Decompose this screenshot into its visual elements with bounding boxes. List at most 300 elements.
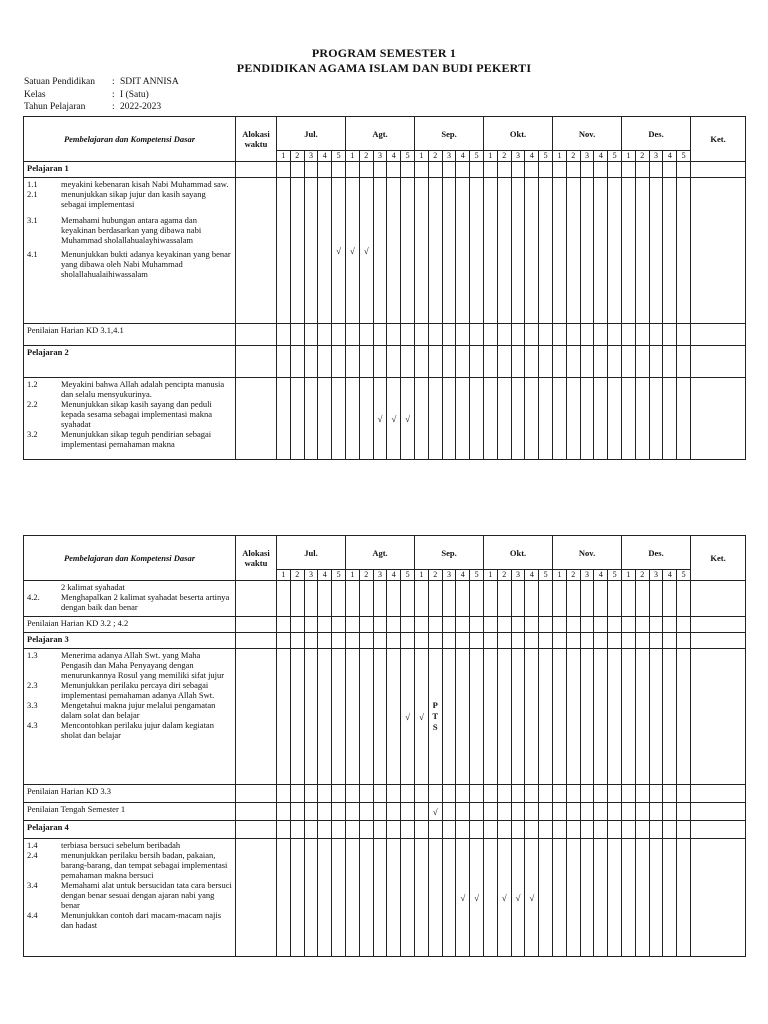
week-cell <box>470 324 484 346</box>
week-cell <box>277 324 291 346</box>
week-cell <box>442 785 456 803</box>
week-cell <box>428 803 442 821</box>
week-cell <box>553 178 567 324</box>
week-cell <box>346 581 360 617</box>
week-cell <box>677 378 691 460</box>
week-cell <box>539 617 553 633</box>
week-cell <box>470 821 484 839</box>
week-cell <box>622 324 636 346</box>
week-cell <box>373 633 387 649</box>
week-cell <box>373 162 387 178</box>
week-cell <box>304 178 318 324</box>
week-cell <box>470 178 484 324</box>
week-cell <box>387 324 401 346</box>
week-cell <box>346 821 360 839</box>
week-cell <box>677 162 691 178</box>
week-number: 5 <box>677 151 691 162</box>
week-number: 2 <box>290 151 304 162</box>
week-cell <box>415 617 429 633</box>
week-cell <box>484 162 498 178</box>
header-month-nov: Nov. <box>553 536 622 570</box>
kd-list-pelajaran-2 <box>24 378 236 460</box>
week-cell <box>635 346 649 378</box>
week-cell <box>608 839 622 957</box>
week-cell <box>428 178 442 324</box>
week-cell <box>566 633 580 649</box>
week-cell <box>635 633 649 649</box>
week-cell <box>332 839 346 957</box>
week-cell <box>442 617 456 633</box>
week-cell <box>484 649 498 785</box>
week-cell <box>649 581 663 617</box>
penilaian-tengah-semester: Penilaian Tengah Semester 1 <box>24 803 236 821</box>
week-cell <box>332 346 346 378</box>
week-cell <box>470 581 484 617</box>
row-kd-pelajaran-3 <box>24 649 746 785</box>
week-cell <box>594 178 608 324</box>
week-cell <box>318 821 332 839</box>
week-cell <box>635 839 649 957</box>
week-cell <box>373 803 387 821</box>
week-cell <box>566 162 580 178</box>
week-cell <box>608 178 622 324</box>
week-cell <box>373 821 387 839</box>
week-cell <box>677 633 691 649</box>
week-number: 3 <box>373 151 387 162</box>
week-cell <box>318 839 332 957</box>
week-cell <box>622 633 636 649</box>
week-cell <box>415 649 429 785</box>
week-cell <box>539 785 553 803</box>
week-cell <box>318 346 332 378</box>
kd-item: 2 kalimat syahadat <box>61 582 125 592</box>
week-number: 1 <box>277 151 291 162</box>
week-cell <box>525 821 539 839</box>
week-cell <box>497 162 511 178</box>
row-pelajaran-1 <box>24 162 746 178</box>
header-month-jul: Jul. <box>277 536 346 570</box>
week-cell <box>580 378 594 460</box>
week-cell <box>401 617 415 633</box>
week-cell <box>484 803 498 821</box>
week-cell <box>663 785 677 803</box>
week-cell <box>497 346 511 378</box>
week-cell <box>415 633 429 649</box>
week-cell <box>511 785 525 803</box>
week-cell <box>484 839 498 957</box>
check-mark-icon: √ <box>349 245 355 256</box>
week-cell <box>346 378 360 460</box>
week-cell <box>346 839 360 957</box>
week-cell <box>553 839 567 957</box>
week-cell <box>594 649 608 785</box>
week-cell <box>649 839 663 957</box>
meta-row-satuan: Satuan Pendidikan : SDIT ANNISA <box>24 77 179 87</box>
week-number: 2 <box>635 570 649 581</box>
week-number: 5 <box>539 570 553 581</box>
week-cell <box>290 581 304 617</box>
week-cell <box>580 617 594 633</box>
week-cell <box>608 581 622 617</box>
alokasi-cell <box>236 803 277 821</box>
week-cell <box>428 581 442 617</box>
week-number: 4 <box>594 570 608 581</box>
week-cell <box>359 378 373 460</box>
week-cell <box>566 378 580 460</box>
week-cell <box>470 162 484 178</box>
week-cell <box>580 633 594 649</box>
week-cell <box>649 649 663 785</box>
week-cell <box>415 178 429 324</box>
week-cell <box>318 785 332 803</box>
week-cell <box>359 839 373 957</box>
week-cell <box>387 839 401 957</box>
header-month-jul: Jul. <box>277 117 346 151</box>
week-cell <box>277 346 291 378</box>
week-cell <box>318 324 332 346</box>
week-cell <box>580 346 594 378</box>
week-cell <box>511 649 525 785</box>
week-cell <box>539 821 553 839</box>
week-number: 1 <box>277 570 291 581</box>
week-number: 5 <box>332 151 346 162</box>
week-cell <box>553 378 567 460</box>
week-cell <box>553 821 567 839</box>
week-number: 3 <box>442 570 456 581</box>
week-cell <box>401 378 415 460</box>
week-cell <box>456 346 470 378</box>
check-mark-icon: √ <box>474 892 480 903</box>
week-number: 2 <box>290 570 304 581</box>
week-number: 5 <box>677 570 691 581</box>
week-cell <box>525 178 539 324</box>
week-cell <box>359 649 373 785</box>
week-number: 1 <box>415 570 429 581</box>
week-cell <box>539 378 553 460</box>
week-cell <box>346 346 360 378</box>
section-pelajaran-1: Pelajaran 1 <box>24 162 236 178</box>
week-cell <box>373 649 387 785</box>
week-cell <box>359 617 373 633</box>
week-cell <box>553 162 567 178</box>
week-number: 1 <box>622 570 636 581</box>
week-number: 3 <box>511 570 525 581</box>
week-cell <box>428 324 442 346</box>
week-cell <box>525 324 539 346</box>
header-month-des: Des. <box>622 536 691 570</box>
week-cell <box>511 633 525 649</box>
week-cell <box>622 378 636 460</box>
pts-letter: P <box>432 700 438 710</box>
week-cell <box>442 839 456 957</box>
header-alokasi: Alokasi waktu <box>236 536 277 581</box>
week-number: 3 <box>373 570 387 581</box>
week-cell <box>304 324 318 346</box>
week-number: 5 <box>401 570 415 581</box>
week-cell <box>663 821 677 839</box>
alokasi-cell <box>236 346 277 378</box>
week-cell <box>608 346 622 378</box>
week-cell <box>497 581 511 617</box>
week-number: 2 <box>497 570 511 581</box>
week-cell <box>359 581 373 617</box>
week-cell <box>332 617 346 633</box>
week-cell <box>415 581 429 617</box>
week-number: 3 <box>649 570 663 581</box>
week-cell <box>401 162 415 178</box>
week-cell <box>470 617 484 633</box>
week-cell <box>608 162 622 178</box>
week-cell <box>442 821 456 839</box>
header-month-okt: Okt. <box>484 117 553 151</box>
week-number: 4 <box>594 151 608 162</box>
document-title-line1: PROGRAM SEMESTER 1 <box>311 46 457 60</box>
week-cell <box>594 785 608 803</box>
week-cell <box>635 785 649 803</box>
week-number: 5 <box>332 570 346 581</box>
week-cell <box>346 803 360 821</box>
week-cell <box>290 178 304 324</box>
week-cell <box>622 346 636 378</box>
week-number: 2 <box>359 151 373 162</box>
week-cell <box>415 839 429 957</box>
section-pelajaran-3: Pelajaran 3 <box>24 633 236 649</box>
week-number: 5 <box>608 151 622 162</box>
week-cell <box>456 785 470 803</box>
week-cell <box>677 821 691 839</box>
alokasi-cell <box>236 178 277 324</box>
week-cell <box>594 617 608 633</box>
week-cell <box>649 633 663 649</box>
alokasi-cell <box>236 581 277 617</box>
header-kd: Pembelajaran dan Kompetensi Dasar <box>24 536 236 581</box>
week-cell <box>401 649 415 785</box>
week-cell <box>428 617 442 633</box>
week-cell <box>484 581 498 617</box>
ket-cell <box>691 633 746 649</box>
week-cell <box>539 633 553 649</box>
check-mark-icon: √ <box>391 413 397 424</box>
week-cell <box>359 803 373 821</box>
ket-cell <box>691 324 746 346</box>
week-cell <box>428 785 442 803</box>
week-cell <box>470 633 484 649</box>
week-cell <box>677 649 691 785</box>
week-number: 4 <box>663 570 677 581</box>
week-cell <box>401 821 415 839</box>
header-month-sep: Sep. <box>415 536 484 570</box>
week-cell <box>304 633 318 649</box>
week-cell <box>346 633 360 649</box>
week-cell <box>649 378 663 460</box>
row-pelajaran-3 <box>24 633 746 649</box>
penilaian-harian-3: Penilaian Harian KD 3.3 <box>24 785 236 803</box>
week-cell <box>663 162 677 178</box>
week-number: 4 <box>387 151 401 162</box>
check-mark-icon: √ <box>460 892 466 903</box>
week-cell <box>332 821 346 839</box>
week-cell <box>442 649 456 785</box>
week-cell <box>663 839 677 957</box>
week-cell <box>277 821 291 839</box>
row-ph-2 <box>24 617 746 633</box>
week-cell <box>373 785 387 803</box>
section-pelajaran-4: Pelajaran 4 <box>24 821 236 839</box>
week-cell <box>442 178 456 324</box>
week-number: 1 <box>346 570 360 581</box>
check-mark-icon: √ <box>405 711 411 722</box>
week-cell <box>497 324 511 346</box>
week-number: 1 <box>553 570 567 581</box>
week-cell <box>635 803 649 821</box>
week-cell <box>318 162 332 178</box>
week-cell <box>539 649 553 785</box>
ket-cell <box>691 821 746 839</box>
week-cell <box>428 649 442 785</box>
week-cell <box>415 324 429 346</box>
week-cell <box>663 178 677 324</box>
week-cell <box>594 324 608 346</box>
row-pelajaran-4 <box>24 821 746 839</box>
week-cell <box>373 839 387 957</box>
week-cell <box>359 162 373 178</box>
week-cell <box>663 617 677 633</box>
row-ph-3 <box>24 785 746 803</box>
week-cell <box>635 649 649 785</box>
week-number: 2 <box>359 570 373 581</box>
alokasi-cell <box>236 617 277 633</box>
week-cell <box>663 649 677 785</box>
week-cell <box>415 821 429 839</box>
header-month-okt: Okt. <box>484 536 553 570</box>
week-cell <box>387 178 401 324</box>
row-pelajaran-2 <box>24 346 746 378</box>
week-cell <box>277 178 291 324</box>
week-cell <box>428 346 442 378</box>
week-cell <box>415 378 429 460</box>
week-cell <box>677 785 691 803</box>
week-cell <box>635 378 649 460</box>
week-cell <box>277 633 291 649</box>
week-cell <box>373 378 387 460</box>
week-cell <box>580 178 594 324</box>
week-cell <box>290 649 304 785</box>
week-cell <box>456 803 470 821</box>
check-mark-icon: √ <box>515 892 521 903</box>
week-cell <box>332 803 346 821</box>
week-cell <box>332 633 346 649</box>
kd-item: 1.3 Menerima adanya Allah Swt. yang Maha Pengasih dan Maha Penyayang dengan menurunkannya Rosul yang memiliki sifat jujur <box>27 650 225 680</box>
week-cell <box>497 178 511 324</box>
week-cell <box>304 649 318 785</box>
row-kd-pelajaran-1 <box>24 178 746 324</box>
week-cell <box>290 324 304 346</box>
week-cell <box>484 617 498 633</box>
document-title-line2: PENDIDIKAN AGAMA ISLAM DAN BUDI PEKERTI <box>236 61 532 75</box>
week-cell <box>401 785 415 803</box>
check-mark-icon: √ <box>405 413 411 424</box>
week-cell <box>497 649 511 785</box>
section-pelajaran-2: Pelajaran 2 <box>24 346 236 378</box>
check-mark-icon: √ <box>501 892 507 903</box>
week-cell <box>553 324 567 346</box>
week-cell <box>484 821 498 839</box>
header-month-agt: Agt. <box>346 117 415 151</box>
week-cell <box>539 324 553 346</box>
week-number: 1 <box>622 151 636 162</box>
week-cell <box>663 378 677 460</box>
week-cell <box>401 633 415 649</box>
week-cell <box>290 803 304 821</box>
header-month-nov: Nov. <box>553 117 622 151</box>
week-cell <box>359 324 373 346</box>
kd-item: 3.1 Memahami hubungan antara agama dan keyakinan berdasarkan yang dibawa nabi Muhammad sholallahualayhiwassalam <box>27 215 202 245</box>
week-cell <box>415 346 429 378</box>
kd-list-pelajaran-3 <box>24 649 236 785</box>
week-cell <box>373 324 387 346</box>
week-cell <box>622 162 636 178</box>
week-number: 1 <box>553 151 567 162</box>
week-cell <box>484 346 498 378</box>
week-cell <box>608 378 622 460</box>
week-cell <box>580 821 594 839</box>
week-cell <box>401 324 415 346</box>
alokasi-cell <box>236 162 277 178</box>
week-cell <box>318 378 332 460</box>
week-cell <box>277 378 291 460</box>
week-cell <box>442 346 456 378</box>
week-cell <box>566 839 580 957</box>
week-cell <box>525 617 539 633</box>
ket-cell <box>691 178 746 324</box>
week-cell <box>484 785 498 803</box>
meta-row-kelas: Kelas : I (Satu) <box>24 89 149 100</box>
week-cell <box>511 581 525 617</box>
week-number: 4 <box>456 570 470 581</box>
week-cell <box>608 633 622 649</box>
row-pts <box>24 803 746 821</box>
week-cell <box>594 803 608 821</box>
week-cell <box>677 803 691 821</box>
week-cell <box>401 803 415 821</box>
week-cell <box>539 162 553 178</box>
week-cell <box>677 346 691 378</box>
ket-cell <box>691 839 746 957</box>
kd-list-pelajaran-1 <box>24 178 236 324</box>
week-cell <box>608 324 622 346</box>
week-cell <box>635 178 649 324</box>
week-cell <box>387 649 401 785</box>
week-cell <box>304 581 318 617</box>
week-number: 4 <box>387 570 401 581</box>
penilaian-harian-1: Penilaian Harian KD 3.1,4.1 <box>24 324 236 346</box>
week-cell <box>401 839 415 957</box>
week-cell <box>290 162 304 178</box>
week-cell <box>594 346 608 378</box>
week-cell <box>594 839 608 957</box>
week-cell <box>304 162 318 178</box>
week-cell <box>304 378 318 460</box>
week-cell <box>580 324 594 346</box>
week-cell <box>304 785 318 803</box>
week-number: 2 <box>635 151 649 162</box>
week-cell <box>304 839 318 957</box>
kd-item: 2.2 Menunjukkan sikap kasih sayang dan peduli kepada sesama sebagai implementasi makna syahadat <box>27 399 213 429</box>
week-cell <box>635 617 649 633</box>
week-cell <box>580 581 594 617</box>
week-cell <box>649 178 663 324</box>
week-cell <box>608 617 622 633</box>
